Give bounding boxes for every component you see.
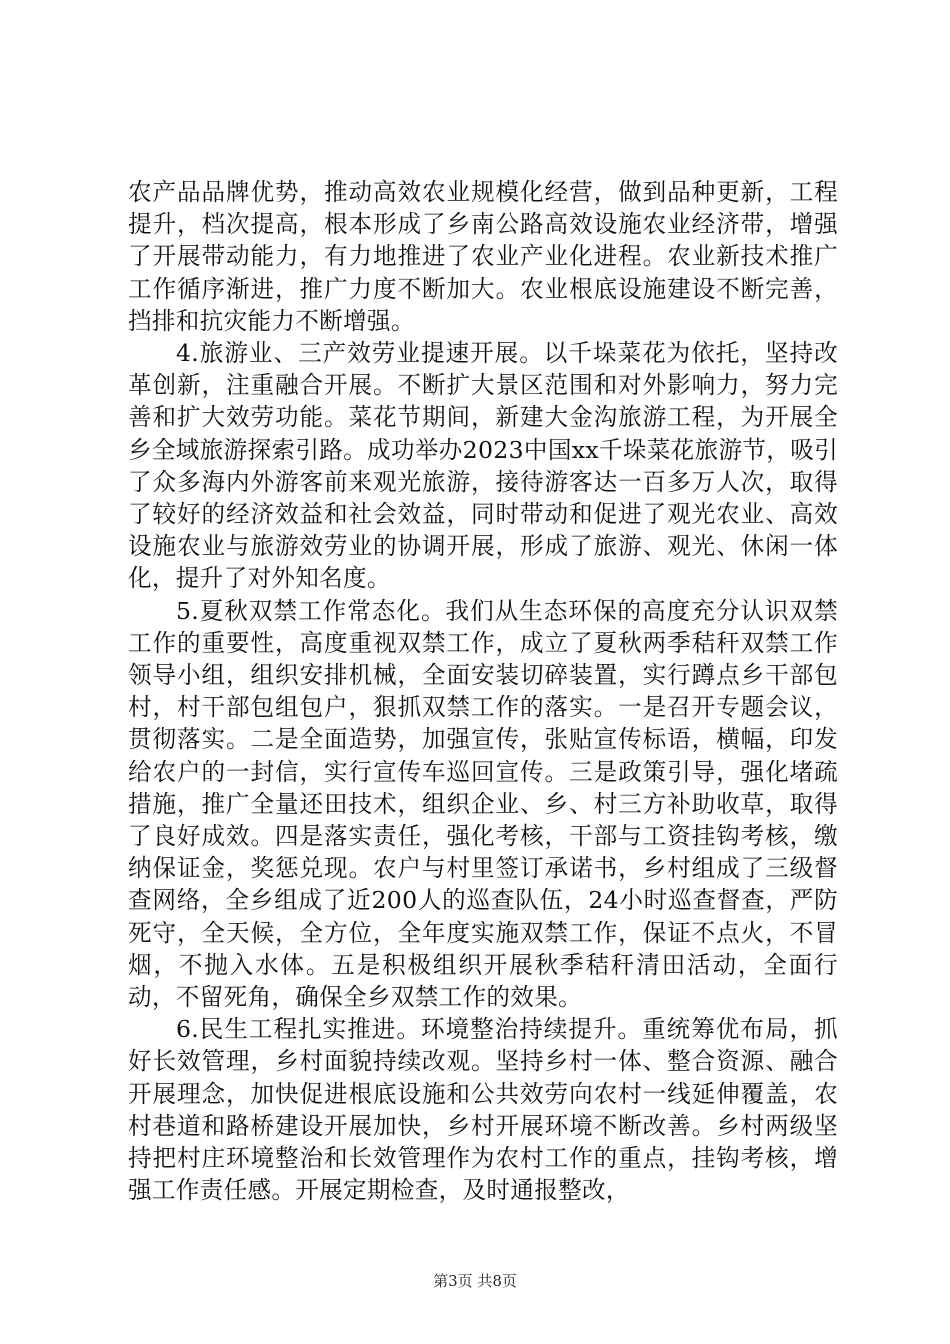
page-number-footer: 第3页 共8页 [433,1272,517,1290]
paragraph-continued: 农产品品牌优势，推动高效农业规模化经营，做到品种更新，工程提升，档次提高，根本形成了乡南公路高效设施农业经济带，增强了开展带动能力，有力地推进了农业产业化进程。农业新技术推广工作循序渐进，推广力度不断加大。农业根底设施建设不断完善，挡排和抗灾能力不断增强。 [128,178,838,335]
document-body [128,176,838,1207]
paragraph-tourism: 4.旅游业、三产效劳业提速开展。以千垛菜花为依托，坚持改革创新，注重融合开展。不断扩大景区范围和对外影响力，努力完善和扩大效劳功能。菜花节期间，新建大金沟旅游工程，为开展全乡全域旅游探索引路。成功举办2023中国xx千垛菜花旅游节，吸引了众多海内外游客前来观光旅游，接待游客达一百多万人次，取得了较好的经济效益和社会效益，同时带动和促进了观光农业、高效设施农业与旅游效劳业的协调开展，形成了旅游、观光、休闲一体化，提升了对外知名度。 [128,339,838,593]
paragraph-livelihood: 6.民生工程扎实推进。环境整治持续提升。重统筹优布局，抓好长效管理，乡村面貌持续改观。坚持乡村一体、整合资源、融合开展理念，加快促进根底设施和公共效劳向农村一线延伸覆盖，农村巷道和路桥建设开展加快，乡村开展环境不断改善。乡村两级坚持把村庄环境整治和长效管理作为农村工作的重点，挂钩考核，增强工作责任感。开展定期检查，及时通报整改， [128,1015,838,1205]
paragraph-straw-ban: 5.夏秋双禁工作常态化。我们从生态环保的高度充分认识双禁工作的重要性，高度重视双禁工作，成立了夏秋两季秸秆双禁工作领导小组，组织安排机械，全面安装切碎装置，实行蹲点乡干部包村，村干部包组包户，狠抓双禁工作的落实。一是召开专题会议，贯彻落实。二是全面造势，加强宣传，张贴宣传标语，横幅，印发给农户的一封信，实行宣传车巡回宣传。三是政策引导，强化堵疏措施，推广全量还田技术，组织企业、乡、村三方补助收草，取得了良好成效。四是落实责任，强化考核，干部与工资挂钩考核，缴纳保证金，奖惩兑现。农户与村里签订承诺书，乡村组成了三级督查网络，全乡组成了近200人的巡查队伍，24小时巡查督查，严防死守，全天候，全方位，全年度实施双禁工作，保证不点火，不冒烟，不抛入水体。五是积极组织开展秋季秸秆清田活动，全面行动，不留死角，确保全乡双禁工作的效果。 [128,596,838,1012]
